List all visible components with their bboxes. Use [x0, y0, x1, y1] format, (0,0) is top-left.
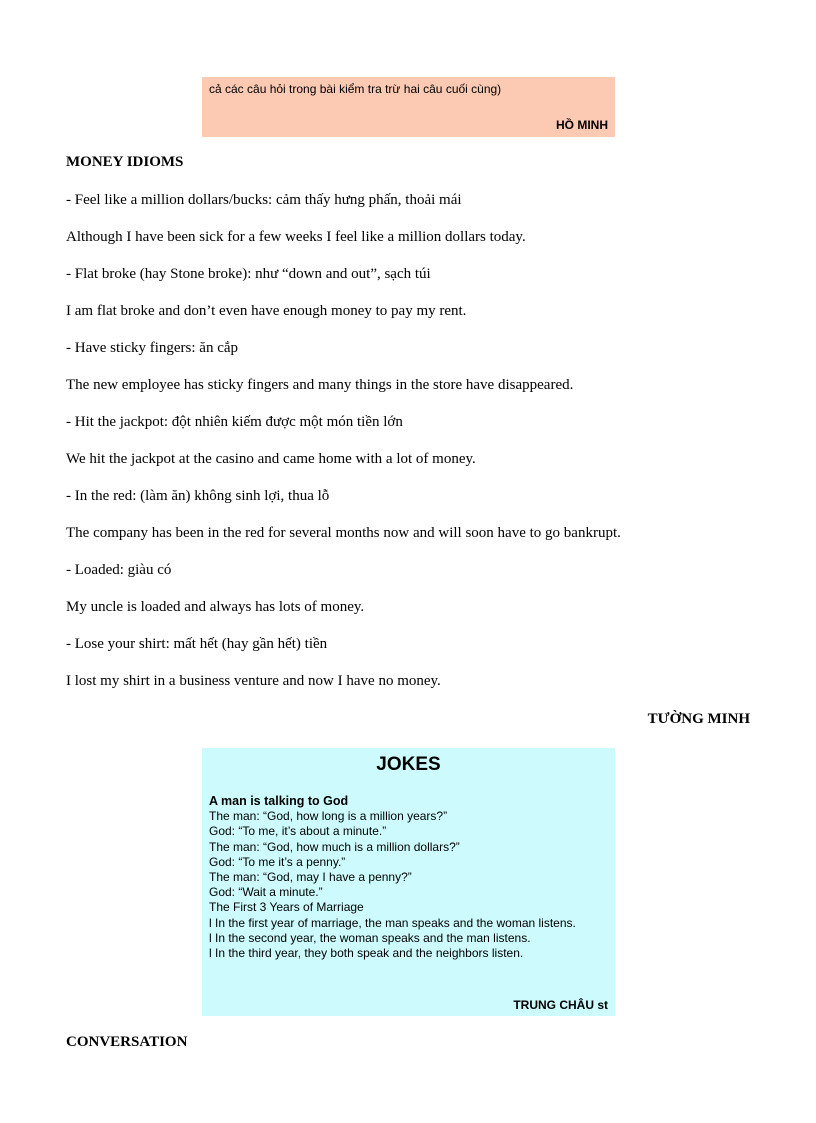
- top-note-text: cả các câu hỏi trong bài kiểm tra trừ hai câu cuối cùng): [209, 82, 502, 96]
- idiom-line: - Flat broke (hay Stone broke): như “down and out”, sạch túi: [66, 266, 431, 282]
- joke-line: l In the third year, they both speak and the neighbors listen.: [209, 946, 524, 961]
- idiom-line: Although I have been sick for a few weeks I feel like a million dollars today.: [66, 229, 526, 245]
- top-note-signature: HỒ MINH: [556, 118, 608, 132]
- jokes-box: [202, 748, 615, 1016]
- jokes-subtitle: A man is talking to God: [209, 794, 349, 808]
- idiom-line: The company has been in the red for several months now and will soon have to go bankrupt.: [66, 525, 621, 541]
- conversation-heading: CONVERSATION: [66, 1034, 188, 1050]
- idiom-line: The new employee has sticky fingers and many things in the store have disappeared.: [66, 377, 574, 393]
- idiom-line: I am flat broke and don’t even have enough money to pay my rent.: [66, 303, 467, 319]
- idiom-line: - Lose your shirt: mất hết (hay gần hết) tiền: [66, 636, 328, 652]
- joke-line: God: “Wait a minute.”: [209, 885, 323, 900]
- joke-line: l In the second year, the woman speaks and the man listens.: [209, 930, 531, 945]
- idiom-line: - Have sticky fingers: ăn cắp: [66, 340, 239, 356]
- idioms-author: TƯỜNG MINH: [647, 711, 750, 727]
- jokes-signature: TRUNG CHÂU st: [513, 998, 608, 1012]
- money-idioms-heading: MONEY IDIOMS: [66, 154, 184, 170]
- top-note-box: [202, 77, 615, 137]
- idiom-line: - Hit the jackpot: đột nhiên kiếm được một món tiền lớn: [66, 414, 403, 430]
- idiom-line: - In the red: (làm ăn) không sinh lợi, thua lỗ: [66, 488, 330, 504]
- idiom-line: - Feel like a million dollars/bucks: cảm thấy hưng phấn, thoải mái: [66, 192, 462, 208]
- jokes-body: [209, 794, 604, 961]
- idiom-line: - Loaded: giàu có: [66, 562, 172, 578]
- idiom-line: I lost my shirt in a business venture and now I have no money.: [66, 673, 441, 689]
- joke-line: The man: “God, how long is a million years?”: [209, 809, 448, 824]
- joke-line: The First 3 Years of Marriage: [209, 900, 364, 915]
- joke-line: The man: “God, may I have a penny?”: [209, 870, 412, 885]
- joke-line: God: “To me, it’s about a minute.”: [209, 824, 387, 839]
- idiom-line: We hit the jackpot at the casino and came home with a lot of money.: [66, 451, 476, 467]
- idiom-line: My uncle is loaded and always has lots of money.: [66, 599, 365, 615]
- joke-line: l In the first year of marriage, the man speaks and the woman listens.: [209, 915, 576, 930]
- joke-line: The man: “God, how much is a million dollars?”: [209, 839, 460, 854]
- joke-line: God: “To me it’s a penny.”: [209, 854, 346, 869]
- jokes-title: JOKES: [376, 754, 441, 775]
